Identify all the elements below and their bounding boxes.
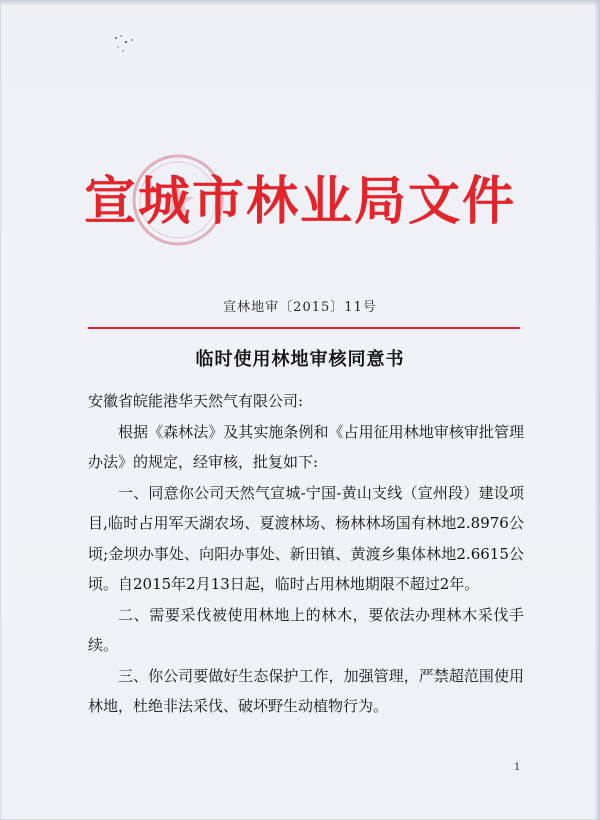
document-number: 宣林地审〔2015〕11号: [223, 300, 377, 315]
scan-edge-right: [594, 0, 600, 820]
body-paragraph: 一、同意你公司天然气宣城-宁国-黄山支线（宣州段）建设项目,临时占用军天湖农场、夏渡林场、杨林林场国有林地2.8976公顷;金坝办事处、向阳办事处、新田镇、黄渡乡集体林地2.6615公顷。自2015年2月13日起，临时占用林地期限不超过2年。: [88, 483, 524, 593]
addressee: 安徽省皖能港华天然气有限公司:: [88, 392, 304, 410]
agency-header-title: 宣城市林业局文件: [83, 171, 516, 232]
page-number: 1: [514, 762, 521, 773]
document-body: [88, 386, 524, 722]
body-paragraph: 二、需要采伐被使用林地上的林木，要依法办理林木采伐手续。: [88, 605, 524, 654]
body-paragraph: 根据《森林法》及其实施条例和《占用征用林地审核审批管理办法》的规定，经审核，批复如下:: [88, 422, 524, 471]
scan-edge-top: [0, 0, 600, 6]
red-divider-line: [88, 327, 520, 329]
body-paragraph: 三、你公司要做好生态保护工作，加强管理，严禁超范围使用林地，杜绝非法采伐、破坏野生动植物行为。: [88, 666, 524, 715]
scan-speckle-marks: [112, 32, 142, 54]
document-title: 临时使用林地审核同意书: [195, 349, 405, 370]
